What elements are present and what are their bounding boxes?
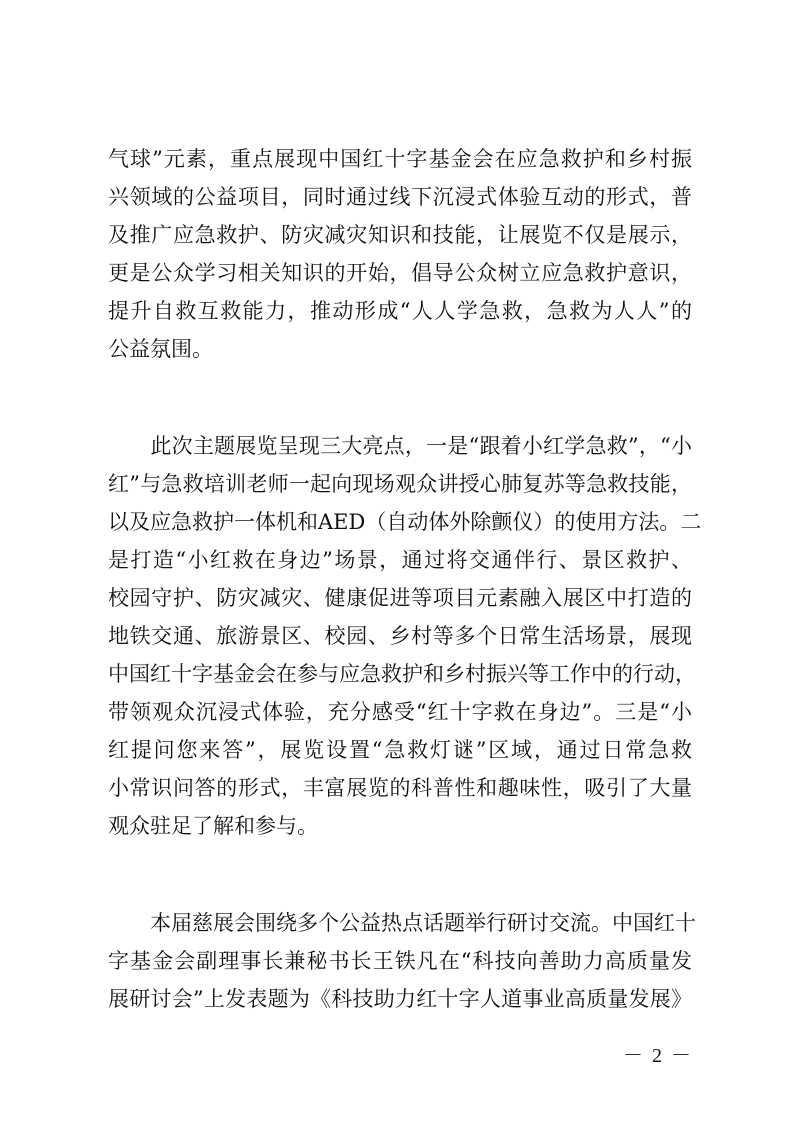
paragraph-2-line-3: 以及应急救护一体机和AED（自动体外除颤仪）的使用方法。二 [108,510,702,534]
paragraph-2-line-10: 小常识问答的形式，丰富展览的科普性和趣味性，吸引了大量 [108,776,692,800]
paragraph-2-line-8: 带领观众沉浸式体验，充分感受“红十字救在身边”。三是“小 [108,700,692,724]
paragraph-3-line-2: 字基金会副理事长兼秘书长王铁凡在“科技向善助力高质量发 [108,949,692,973]
paragraph-1-line-6: 公益氛围。 [108,337,213,361]
paragraph-3-line-3: 展研讨会”上发表题为《科技助力红十字人道事业高质量发展》 [108,987,692,1011]
paragraph-2-line-6: 地铁交通、旅游景区、校园、乡村等多个日常生活场景，展现 [108,624,692,648]
page-number: － 2 － [623,1045,693,1067]
paragraph-2-line-5: 校园守护、防灾减灾、健康促进等项目元素融入展区中打造的 [108,586,692,610]
paragraph-1-line-1: 气球”元素，重点展现中国红十字基金会在应急救护和乡村振 [108,147,692,171]
paragraph-2-line-7: 中国红十字基金会在参与应急救护和乡村振兴等工作中的行动， [108,662,696,686]
paragraph-2-line-1: 此次主题展览呈现三大亮点，一是“跟着小红学急救”，“小 [108,434,692,458]
paragraph-1-line-4: 更是公众学习相关知识的开始，倡导公众树立应急救护意识， [108,261,692,285]
paragraph-2-line-9: 红提问您来答”，展览设置“急救灯谜”区域，通过日常急救 [108,738,692,762]
paragraph-2-line-4: 是打造“小红救在身边”场景，通过将交通伴行、景区救护、 [108,548,692,572]
paragraph-1-line-2: 兴领域的公益项目，同时通过线下沉浸式体验互动的形式，普 [108,185,692,209]
paragraph-1-line-5: 提升自救互救能力，推动形成“人人学急救，急救为人人”的 [108,299,692,323]
paragraph-1-line-3: 及推广应急救护、防灾减灾知识和技能，让展览不仅是展示， [108,223,692,247]
paragraph-2-line-2: 红”与急救培训老师一起向现场观众讲授心肺复苏等急救技能， [108,472,692,496]
paragraph-3-line-1: 本届慈展会围绕多个公益热点话题举行研讨交流。中国红十 [108,911,696,935]
paragraph-2-line-11: 观众驻足了解和参与。 [108,814,318,838]
